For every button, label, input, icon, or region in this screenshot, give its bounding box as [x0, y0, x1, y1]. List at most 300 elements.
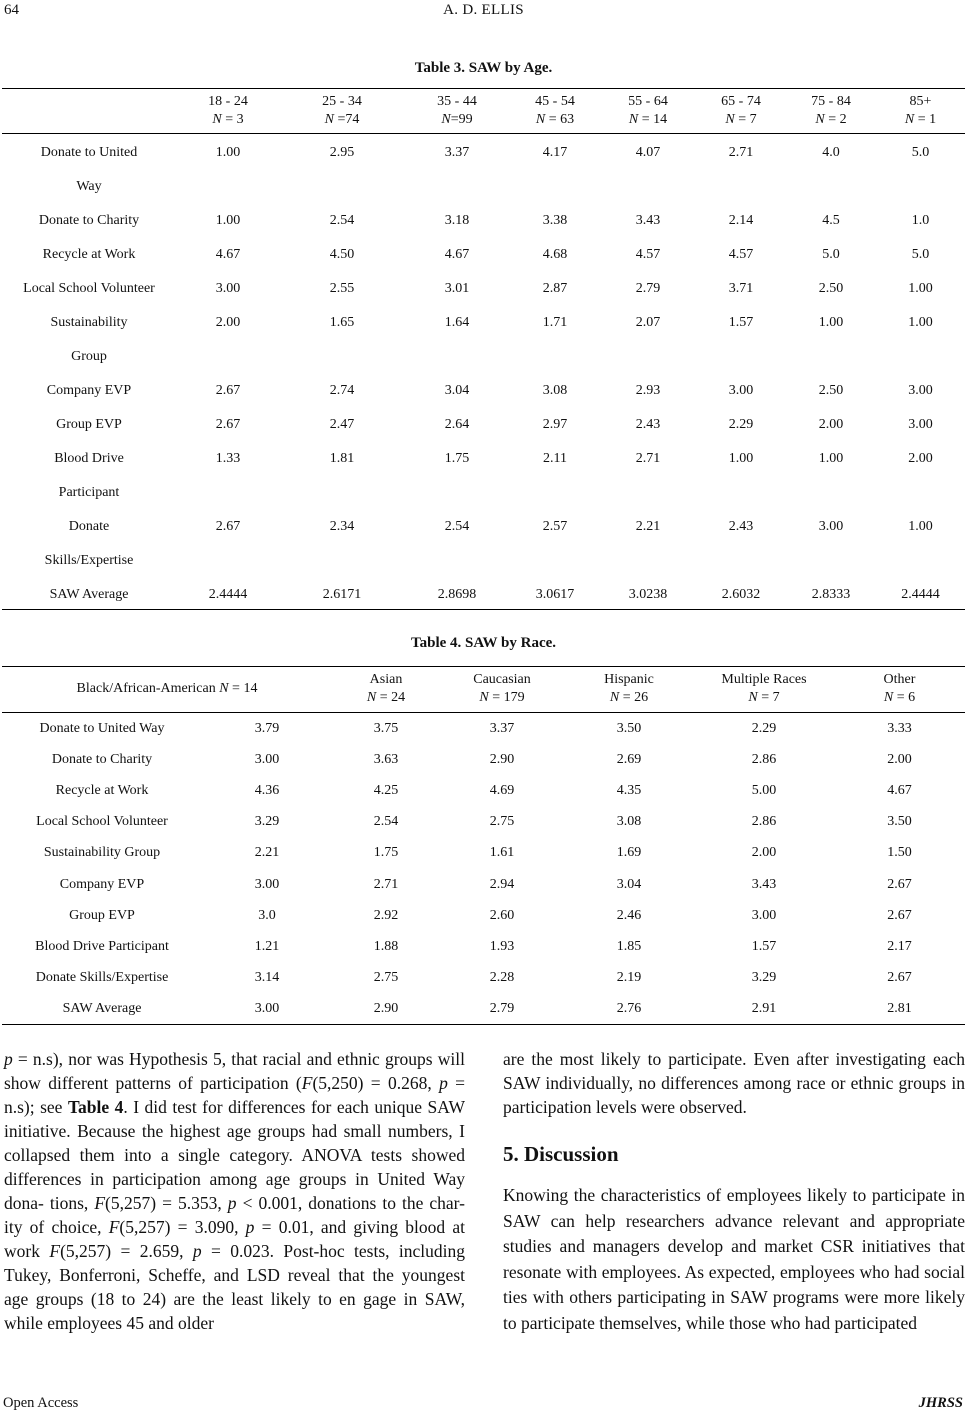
table4-caption: Table 4. SAW by Race.	[410, 635, 557, 651]
cell-value: 2.60	[489, 907, 515, 923]
table4-body	[2, 713, 965, 1025]
empty-cell	[876, 544, 965, 578]
cell-value: 2.71	[635, 451, 661, 466]
text-run: = 0.01, and giving blood at work	[4, 1217, 465, 1261]
row-label: Blood Drive Participant	[35, 938, 169, 954]
cell-value: 2.29	[728, 417, 754, 432]
cell-value: 2.00	[908, 451, 933, 466]
row-label: Company EVP	[46, 383, 132, 398]
empty-cell	[176, 544, 280, 578]
empty-cell	[696, 544, 786, 578]
empty-cell	[510, 476, 600, 510]
cell-value: 2.00	[887, 751, 912, 767]
cell-value: 3.00	[215, 281, 241, 296]
table4-column-header	[694, 671, 834, 707]
text-run: (5,257) = 2.659,	[60, 1241, 193, 1261]
cell-value: 2.11	[543, 451, 567, 466]
cell-value: 1.0	[911, 213, 930, 228]
age-range: 85+	[909, 94, 932, 109]
table3-header-rule	[2, 133, 965, 134]
table3-column-header	[600, 93, 696, 129]
cell-value: 2.86	[751, 751, 777, 767]
cell-value: 2.34	[329, 519, 355, 534]
cell-value: 2.87	[542, 281, 568, 296]
cell-value: 3.08	[542, 383, 568, 398]
cell-value: 2.75	[489, 814, 515, 830]
cell-value: 1.71	[542, 315, 568, 330]
table3-column-header	[280, 93, 404, 129]
italic-p: p	[439, 1073, 448, 1093]
cell-value: 4.50	[329, 247, 355, 262]
cell-value: 5.00	[751, 782, 777, 798]
sample-size: N = 2	[815, 112, 847, 127]
table-row	[2, 238, 965, 272]
italic-f: F	[49, 1241, 61, 1261]
cell-value: 1.00	[908, 281, 933, 296]
table3-column-header	[696, 93, 786, 129]
cell-value: 2.91	[751, 1001, 777, 1017]
cell-value: 3.71	[728, 281, 754, 296]
cell-value: 2.4444	[901, 587, 940, 602]
body-right-bottom	[503, 1183, 965, 1336]
cell-value: 2.19	[616, 970, 642, 986]
age-range: 18 - 24	[208, 94, 248, 109]
cell-value: 2.8333	[811, 587, 851, 602]
cell-value: 4.69	[489, 782, 515, 798]
cell-value: 4.36	[254, 782, 280, 798]
empty-cell	[786, 170, 876, 204]
table3-column-header	[176, 93, 280, 129]
cell-value: 2.79	[489, 1001, 515, 1017]
average-row	[2, 994, 965, 1025]
cell-value: 1.75	[444, 451, 470, 466]
cell-value: 3.00	[908, 383, 933, 398]
cell-value: 1.00	[818, 315, 844, 330]
cell-value: 1.69	[616, 845, 642, 861]
cell-value: 2.67	[887, 876, 912, 892]
table4-column-header	[332, 671, 440, 707]
cell-value: 2.67	[887, 907, 912, 923]
empty-cell	[696, 170, 786, 204]
page-number: 64	[4, 2, 19, 18]
table-row	[2, 713, 965, 744]
cell-value: 2.92	[373, 907, 399, 923]
row-label: Donate to United Way	[39, 720, 165, 736]
cell-value: 2.29	[751, 720, 777, 736]
row-label-continued: Way	[76, 179, 102, 194]
cell-value: 2.71	[728, 145, 754, 160]
row-label: Recycle at Work	[55, 782, 149, 798]
cell-value: 2.50	[818, 281, 844, 296]
n-symbol: N	[479, 690, 489, 705]
cell-value: 4.25	[373, 782, 399, 798]
empty-cell	[600, 476, 696, 510]
cell-value: 4.17	[542, 145, 568, 160]
cell-value: 2.90	[489, 751, 515, 767]
cell-value: 3.18	[444, 213, 470, 228]
cell-value: 2.14	[728, 213, 754, 228]
cell-value: 2.97	[542, 417, 568, 432]
cell-value: 4.5	[822, 213, 840, 228]
table3-body	[2, 136, 965, 612]
empty-cell	[876, 340, 965, 374]
cell-value: 4.07	[635, 145, 661, 160]
age-range: 25 - 34	[322, 94, 362, 109]
cell-value: 4.67	[887, 782, 912, 798]
cell-value: 1.57	[751, 938, 777, 954]
age-range: 75 - 84	[811, 94, 851, 109]
cell-value: 2.86	[751, 814, 777, 830]
race-label: Asian	[369, 672, 403, 687]
text-run: = n.s); see	[4, 1073, 466, 1117]
cell-value: 2.54	[373, 814, 399, 830]
cell-value: 2.90	[373, 1001, 399, 1017]
cell-value: 1.85	[616, 938, 642, 954]
table-row	[2, 931, 965, 962]
cell-value: 1.00	[215, 145, 241, 160]
sample-size: N = 7	[748, 690, 780, 705]
cell-value: 5.0	[911, 247, 930, 262]
cell-value: 3.29	[751, 970, 777, 986]
table-row	[2, 374, 965, 408]
cell-value: 1.00	[215, 213, 241, 228]
cell-value: 3.63	[373, 751, 399, 767]
table-row	[2, 306, 965, 340]
cell-value: 4.68	[542, 247, 568, 262]
n-symbol: N	[441, 112, 451, 127]
cell-value: 3.29	[254, 814, 280, 830]
italic-p: p	[192, 1241, 202, 1261]
text-run: (5,257) = 3.090,	[119, 1217, 246, 1237]
cell-value: 1.00	[728, 451, 754, 466]
empty-cell	[876, 170, 965, 204]
row-label: Donate to Charity	[51, 751, 153, 767]
cell-value: 3.0238	[628, 587, 668, 602]
cell-value: 5.0	[822, 247, 840, 262]
cell-value: 3.79	[254, 720, 280, 736]
n-symbol: N	[748, 690, 758, 705]
text-run: < 0.001, donations to the char- ity of choice,	[4, 1193, 465, 1237]
cell-value: 4.57	[635, 247, 661, 262]
empty-cell	[404, 476, 510, 510]
cell-value: 2.6171	[322, 587, 362, 602]
empty-cell	[280, 340, 404, 374]
n-symbol: N	[883, 690, 894, 705]
cell-value: 3.00	[254, 751, 280, 767]
row-label: Donate	[68, 519, 110, 534]
empty-cell	[696, 340, 786, 374]
age-range: 55 - 64	[628, 94, 668, 109]
body-right-bottom-paragraph: Knowing the characteristics of employees likely to participate in SAW can help researchers advance relevant and appropriate studies and managers develop and market CSR initiatives that resonate with employees. As expected, employees who had social ties with others participating in SAW programs were more likely to participate themselves, while those who had participated	[503, 1185, 965, 1333]
row-label-continued: Participant	[58, 485, 120, 500]
row-label-continued: Group	[71, 349, 107, 364]
cell-value: 2.47	[329, 417, 355, 432]
cell-value: 2.43	[635, 417, 661, 432]
cell-value: 3.50	[616, 720, 642, 736]
row-label: Donate to Charity	[38, 213, 140, 228]
sample-size: N = 3	[212, 112, 244, 127]
cell-value: 3.00	[751, 907, 777, 923]
cell-value: 1.50	[887, 845, 912, 861]
italic-p: p	[227, 1193, 237, 1213]
table3-header-stub	[2, 93, 176, 129]
table-ref: Table 4	[67, 1097, 124, 1117]
empty-cell	[280, 476, 404, 510]
table-row	[2, 775, 965, 806]
sample-size: N = 26	[609, 690, 649, 705]
cell-value: 2.00	[215, 315, 241, 330]
body-right-top-paragraph: are the most likely to participate. Even after investigating each SAW individually, no differences among race or ethnic groups in participation levels were observed.	[503, 1049, 965, 1117]
empty-cell	[510, 340, 600, 374]
cell-value: 2.54	[444, 519, 470, 534]
row-label: Local School Volunteer	[23, 281, 155, 296]
empty-cell	[600, 340, 696, 374]
cell-value: 2.71	[373, 876, 399, 892]
text-run: (5,257) = 5.353,	[105, 1193, 228, 1213]
table4-column-header	[834, 671, 965, 707]
empty-cell	[786, 476, 876, 510]
row-label: SAW Average	[49, 587, 129, 602]
empty-cell	[510, 170, 600, 204]
cell-value: 5.0	[911, 145, 930, 160]
cell-value: 3.04	[444, 383, 470, 398]
cell-value: 2.67	[887, 970, 912, 986]
cell-value: 3.37	[444, 145, 470, 160]
row-label: SAW Average	[62, 1001, 142, 1017]
sample-size: N =74	[324, 112, 360, 127]
cell-value: 2.67	[215, 417, 241, 432]
body-left-column	[4, 1047, 465, 1335]
age-range: 45 - 54	[535, 94, 575, 109]
table3-column-header	[404, 93, 510, 129]
cell-value: 1.64	[444, 315, 470, 330]
sample-size: N = 24	[366, 690, 406, 705]
row-label: Recycle at Work	[42, 247, 136, 262]
race-label: Hispanic	[604, 672, 654, 687]
cell-value: 3.33	[887, 720, 912, 736]
n-symbol: N	[815, 112, 825, 127]
cell-value: 1.93	[489, 938, 515, 954]
text-run: = 0.023. Post-hoc tests, including Tukey, Bonferroni, Scheffe, and LSD reveal that the youngest age groups (18 to 24) are the least likely to en gage in SAW, while employees 45 and older	[4, 1241, 466, 1333]
cell-value: 2.46	[616, 907, 642, 923]
table-row	[2, 838, 965, 869]
empty-cell	[280, 544, 404, 578]
cell-value: 1.65	[329, 315, 355, 330]
cell-value: 1.00	[908, 315, 933, 330]
sample-size: N = 7	[725, 112, 757, 127]
sample-size: N = 14	[628, 112, 668, 127]
table-row	[2, 744, 965, 775]
cell-value: 2.64	[444, 417, 470, 432]
n-symbol: N	[628, 112, 639, 127]
sample-size: N=99	[441, 112, 473, 127]
cell-value: 2.4444	[208, 587, 248, 602]
table3-top-rule	[2, 88, 965, 89]
italic-f: F	[108, 1217, 120, 1237]
table-row	[2, 869, 965, 900]
footer-journal: JHRSS	[918, 1395, 963, 1411]
table-row	[2, 900, 965, 931]
cell-value: 2.50	[818, 383, 844, 398]
table-row	[2, 136, 965, 170]
cell-value: 2.79	[635, 281, 661, 296]
footer-open-access: Open Access	[3, 1395, 79, 1411]
cell-value: 1.81	[329, 451, 355, 466]
cell-value: 2.8698	[437, 587, 477, 602]
empty-cell	[600, 544, 696, 578]
row-label: Group EVP	[69, 907, 135, 923]
italic-f: F	[94, 1193, 106, 1213]
empty-cell	[510, 544, 600, 578]
cell-value: 2.74	[329, 383, 355, 398]
n-symbol: N	[366, 690, 377, 705]
table-row-continuation	[2, 476, 965, 510]
empty-cell	[404, 170, 510, 204]
n-symbol: N	[904, 112, 915, 127]
cell-value: 3.00	[908, 417, 933, 432]
cell-value: 3.0	[258, 907, 276, 923]
sample-size: N = 179	[479, 690, 525, 705]
italic-p: p	[4, 1049, 13, 1069]
cell-value: 2.21	[635, 519, 661, 534]
age-range: 35 - 44	[437, 94, 477, 109]
empty-cell	[696, 476, 786, 510]
cell-value: 2.81	[887, 1001, 912, 1017]
average-row	[2, 578, 965, 612]
italic-p: p	[245, 1217, 255, 1237]
cell-value: 3.01	[444, 281, 470, 296]
cell-value: 3.14	[254, 970, 280, 986]
cell-value: 2.55	[329, 281, 355, 296]
table4-top-rule	[2, 666, 965, 667]
table-row	[2, 408, 965, 442]
table3-column-header	[876, 93, 965, 129]
text-run: (5,250) = 0.268,	[312, 1073, 440, 1093]
table-row	[2, 272, 965, 306]
cell-value: 1.88	[373, 938, 399, 954]
cell-value: 1.21	[254, 938, 280, 954]
cell-value: 3.08	[616, 814, 642, 830]
empty-cell	[600, 170, 696, 204]
n-symbol: N	[324, 112, 334, 127]
empty-cell	[176, 476, 280, 510]
cell-value: 3.50	[887, 814, 912, 830]
table-row-continuation	[2, 340, 965, 374]
table4-column-header	[440, 671, 564, 707]
body-right-top	[503, 1047, 965, 1119]
italic-f: F	[301, 1073, 313, 1093]
cell-value: 3.75	[373, 720, 399, 736]
cell-value: 2.43	[728, 519, 754, 534]
section-heading: 5. Discussion	[503, 1142, 619, 1166]
n-symbol: N	[725, 112, 735, 127]
table-row	[2, 963, 965, 994]
table3-header	[2, 93, 965, 129]
table3-column-header	[786, 93, 876, 129]
cell-value: 2.17	[887, 938, 912, 954]
table-row-continuation	[2, 544, 965, 578]
cell-value: 2.6032	[721, 587, 761, 602]
cell-value: 3.38	[542, 213, 568, 228]
n-symbol: N	[535, 112, 546, 127]
table-row-continuation	[2, 170, 965, 204]
race-label: Caucasian	[473, 672, 531, 687]
empty-cell	[786, 544, 876, 578]
cell-value: 2.57	[542, 519, 568, 534]
table-row	[2, 204, 965, 238]
text-run: . I did test for differences for each unique SAW initiative. Because the highest age groups had small numbers, I collapsed them into a single category. ANOVA tests showed differences in participation among age groups in United Way dona- tions,	[4, 1097, 465, 1213]
row-label-continued: Skills/Expertise	[44, 553, 134, 568]
cell-value: 1.00	[908, 519, 933, 534]
sample-size: N = 1	[904, 112, 937, 127]
cell-value: 3.04	[616, 876, 642, 892]
n-symbol: N	[609, 690, 620, 705]
table-row	[2, 442, 965, 476]
cell-value: 1.00	[818, 451, 844, 466]
sample-size: N = 63	[535, 112, 575, 127]
row-label: Local School Volunteer	[36, 814, 168, 830]
row-label: Donate to United	[40, 145, 138, 160]
cell-value: 4.67	[215, 247, 241, 262]
n-symbol: N	[212, 112, 222, 127]
cell-value: 3.00	[818, 519, 844, 534]
row-label: Blood Drive	[54, 451, 124, 466]
cell-value: 1.61	[489, 845, 515, 861]
cell-value: 3.43	[635, 213, 661, 228]
row-label: Company EVP	[59, 876, 145, 892]
cell-value: 2.28	[489, 970, 515, 986]
n-symbol: N	[219, 681, 229, 696]
cell-value: 2.94	[489, 876, 515, 892]
table3-caption: Table 3. SAW by Age.	[414, 60, 553, 76]
table4-column-header	[564, 671, 694, 707]
cell-value: 3.00	[254, 876, 280, 892]
cell-value: 1.33	[215, 451, 241, 466]
cell-value: 4.67	[444, 247, 470, 262]
table-row	[2, 510, 965, 544]
empty-cell	[876, 476, 965, 510]
cell-value: 3.0617	[535, 587, 575, 602]
empty-cell	[404, 340, 510, 374]
table4-first-header: Black/African-American N = 14	[76, 681, 258, 696]
table4-header	[2, 671, 965, 707]
row-label: Donate Skills/Expertise	[35, 970, 169, 986]
row-label: Group EVP	[56, 417, 122, 432]
cell-value: 4.0	[822, 145, 840, 160]
cell-value: 3.37	[489, 720, 515, 736]
empty-cell	[786, 340, 876, 374]
row-label: Sustainability Group	[43, 845, 161, 861]
cell-value: 2.69	[616, 751, 642, 767]
cell-value: 4.57	[728, 247, 754, 262]
race-label: Multiple Races	[721, 672, 807, 687]
text-run: = n.s), nor was Hypothesis 5, that racial and ethnic groups will show different patterns of participation (	[4, 1049, 465, 1093]
empty-cell	[404, 544, 510, 578]
table-row	[2, 807, 965, 838]
cell-value: 4.35	[616, 782, 642, 798]
cell-value: 2.93	[635, 383, 661, 398]
cell-value: 1.57	[728, 315, 754, 330]
cell-value: 2.21	[254, 845, 280, 861]
cell-value: 3.00	[254, 1001, 280, 1017]
cell-value: 2.67	[215, 383, 241, 398]
empty-cell	[280, 170, 404, 204]
sample-size: N = 6	[883, 690, 916, 705]
cell-value: 2.07	[635, 315, 661, 330]
cell-value: 3.43	[751, 876, 777, 892]
row-label: Sustainability	[50, 315, 128, 330]
empty-cell	[176, 170, 280, 204]
